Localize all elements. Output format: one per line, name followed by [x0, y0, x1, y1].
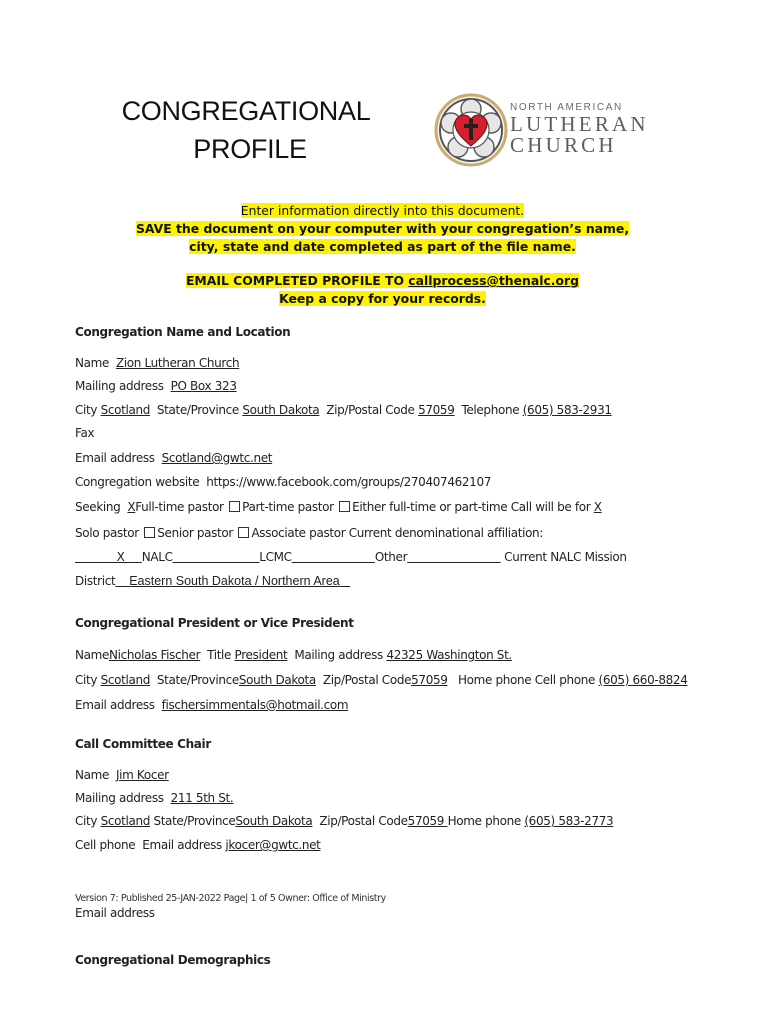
chair-zip-label: Zip/Postal Code [319, 814, 408, 828]
president-home-phone-label: Home phone [457, 673, 532, 687]
chair-city-label: City [75, 814, 98, 828]
president-email-label: Email address [75, 698, 155, 712]
page-footer: Version 7: Published 25-JAN-2022 Page| 1 of 5 Owner: Office of Ministry [75, 893, 386, 904]
chair-state-field[interactable]: South Dakota [235, 814, 313, 828]
email-label: Email address [75, 451, 155, 465]
instruction-email-prefix: EMAIL COMPLETED PROFILE TO [185, 273, 409, 288]
district-field[interactable] [115, 574, 350, 588]
chair-name-row [75, 768, 169, 782]
chair-city-field[interactable]: Scotland [100, 814, 150, 828]
chair-cell-phone-label: Cell phone [75, 838, 136, 852]
city-field[interactable]: Scotland [100, 403, 150, 417]
president-mailing-field[interactable]: 42325 Washington St. [386, 648, 512, 662]
state-field[interactable]: South Dakota [242, 403, 320, 417]
chair-zip-value: 57059 [407, 814, 445, 828]
overflow-email-label: Email address [75, 906, 155, 920]
president-name-label: Name [75, 648, 110, 662]
president-zip-label: Zip/Postal Code [322, 673, 412, 687]
president-email-field[interactable]: fischersimmentals@hotmail.com [161, 698, 349, 712]
either-checkbox[interactable] [339, 501, 350, 512]
fax-row [75, 426, 94, 440]
other-mark-field[interactable] [292, 550, 375, 564]
district-label: District [75, 574, 116, 588]
section-heading-president: Congregational President or Vice President [75, 616, 354, 630]
logo-church-text: CHURCH [510, 133, 617, 157]
submission-email-link[interactable]: callprocess@thenalc.org [408, 273, 580, 288]
lcmc-mark-field[interactable] [173, 550, 260, 564]
page-title [96, 92, 396, 168]
nalc-mark-field[interactable] [75, 550, 142, 564]
city-state-row [75, 403, 612, 417]
zip-label: Zip/Postal Code [326, 403, 415, 417]
website-field[interactable]: https://www.facebook.com/groups/270407462107 [206, 475, 492, 489]
lcmc-label: LCMC [259, 550, 292, 564]
website-label: Congregation website [75, 475, 200, 489]
senior-label: Senior pastor [157, 526, 233, 540]
president-city-field[interactable]: Scotland [100, 673, 150, 687]
mission-label: Current NALC Mission [504, 550, 627, 564]
president-cell-phone-label: Cell phone [534, 673, 596, 687]
instruction-save-2: city, state and date completed as part of the file name. [189, 239, 576, 254]
president-title-field[interactable]: President [234, 648, 288, 662]
luther-rose-icon [433, 92, 509, 168]
call-for-label: Call will be for [510, 500, 591, 514]
email-row [75, 451, 272, 465]
chair-mailing-row [75, 791, 233, 805]
instruction-keep-copy: Keep a copy for your records. [279, 291, 486, 306]
fulltime-label: Full-time pastor [135, 500, 224, 514]
state-label: State/Province [156, 403, 239, 417]
logo-lutheran-text: LUTHERAN [510, 112, 649, 136]
president-mailing-label: Mailing address [294, 648, 383, 662]
pastor-type-row [75, 526, 543, 540]
president-name-field[interactable]: Nicholas Fischer [109, 648, 201, 662]
president-title-label: Title [207, 648, 232, 662]
seeking-label: Seeking [75, 500, 121, 514]
chair-home-phone-field[interactable]: (605) 583-2773 [524, 814, 614, 828]
chair-mailing-label: Mailing address [75, 791, 164, 805]
president-name-row [75, 648, 512, 662]
president-city-label: City [75, 673, 98, 687]
affiliation-label: Current denominational affiliation: [348, 526, 544, 540]
associate-checkbox[interactable] [238, 527, 249, 538]
president-cell-phone-field[interactable]: (605) 660-8824 [598, 673, 688, 687]
district-value: Eastern South Dakota / Northern Area [129, 574, 340, 588]
solo-mark[interactable]: X [593, 500, 602, 514]
instructions-block [100, 202, 665, 308]
other-field[interactable] [407, 550, 501, 564]
solo-label: Solo pastor [75, 526, 139, 540]
chair-email-label: Email address [142, 838, 222, 852]
senior-checkbox[interactable] [144, 527, 155, 538]
nalc-label: NALC [141, 550, 173, 564]
nalc-logo [433, 92, 649, 168]
mailing-address-field[interactable]: PO Box 323 [170, 379, 237, 393]
seeking-row [75, 500, 602, 514]
title-line-1: CONGREGATIONAL [121, 96, 371, 126]
affiliation-row [75, 550, 627, 564]
other-label: Other [374, 550, 408, 564]
chair-mailing-field[interactable]: 211 5th St. [170, 791, 234, 805]
either-label: Either full-time or part-time [352, 500, 508, 514]
chair-city-row [75, 814, 613, 828]
zip-field[interactable]: 57059 [418, 403, 455, 417]
president-zip-field[interactable]: 57059 [411, 673, 448, 687]
city-label: City [75, 403, 98, 417]
website-row [75, 475, 491, 489]
logo-small-text: NORTH AMERICAN [510, 102, 623, 113]
president-state-field[interactable]: South Dakota [238, 673, 316, 687]
parttime-checkbox[interactable] [229, 501, 240, 512]
chair-zip-field[interactable] [408, 814, 448, 828]
president-city-row [75, 673, 688, 687]
congregation-name-row [75, 356, 239, 370]
section-heading-demographics: Congregational Demographics [75, 953, 271, 967]
president-state-label: State/Province [156, 673, 239, 687]
parttime-label: Part-time pastor [242, 500, 334, 514]
section-heading-call-committee: Call Committee Chair [75, 737, 211, 751]
title-line-2: PROFILE [193, 134, 307, 164]
chair-email-field[interactable]: jkocer@gwtc.net [225, 838, 321, 852]
nalc-mark: X [116, 550, 125, 564]
chair-home-phone-label: Home phone [447, 814, 521, 828]
mailing-label: Mailing address [75, 379, 164, 393]
congregation-name-field[interactable]: Zion Lutheran Church [115, 356, 240, 370]
telephone-label: Telephone [461, 403, 520, 417]
chair-name-label: Name [75, 768, 110, 782]
telephone-field[interactable]: (605) 583-2931 [522, 403, 612, 417]
chair-cell-email-row [75, 838, 321, 852]
instruction-save-1: SAVE the document on your computer with your congregation’s name, [135, 221, 630, 236]
district-row [75, 574, 350, 588]
fulltime-mark[interactable]: X [127, 500, 136, 514]
mailing-address-row [75, 379, 237, 393]
president-email-row [75, 698, 348, 712]
logo-wordmark [510, 102, 649, 157]
section-heading-congregation: Congregation Name and Location [75, 325, 291, 339]
name-label: Name [75, 356, 110, 370]
chair-state-label: State/Province [153, 814, 236, 828]
congregation-email-field[interactable]: Scotland@gwtc.net [161, 451, 273, 465]
associate-label: Associate pastor [251, 526, 346, 540]
instruction-enter-info: Enter information directly into this document. [240, 203, 525, 218]
chair-name-field[interactable]: Jim Kocer [115, 768, 169, 782]
fax-label: Fax [75, 426, 95, 440]
